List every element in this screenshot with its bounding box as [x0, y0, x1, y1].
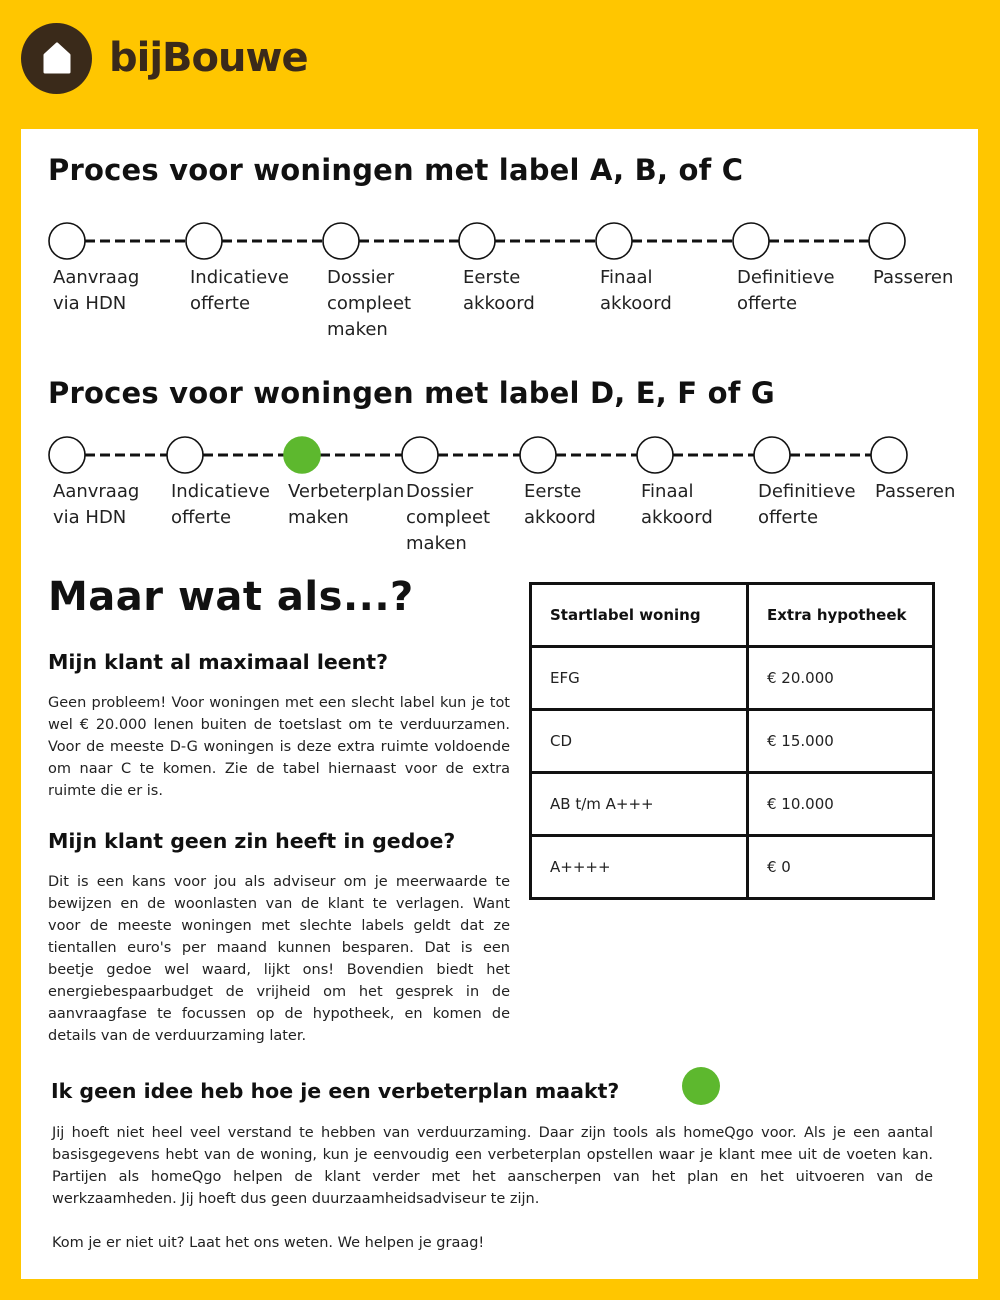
q2-heading: Mijn klant geen zin heeft in gedoe? — [48, 829, 456, 853]
q3-body: Jij hoeft niet heel veel verstand te hebben van verduurzaming. Daar zijn tools als homeQgo voor. Als je een aantal basisgegevens hebt van de woning, kun je eenvoudig een verbeterplan opstellen waar je klant mee uit de voeten kan. Partijen als homeQgo helpen de klant verder met het aanscherpen van het plan en het uitvoeren van de werkzaamheden. Jij hoeft dus geen duurzaamheidsadviseur te zijn. — [52, 1125, 933, 1207]
timeline-svg — [21, 129, 978, 477]
table-cell-label: AB t/m A+++ — [531, 773, 748, 836]
step-label: Eerste akkoord — [524, 481, 596, 528]
step-label: Indicatieve offerte — [171, 481, 270, 528]
table-cell-label: EFG — [531, 647, 748, 710]
step-label: Aanvraag via HDN — [53, 267, 140, 314]
table-cell-amount: € 20.000 — [748, 647, 934, 710]
step-circle — [754, 437, 790, 473]
table-cell-label: A++++ — [531, 836, 748, 899]
green-dot-icon — [682, 1067, 720, 1105]
step-circle-active — [284, 437, 320, 473]
extra-mortgage-table — [529, 582, 935, 900]
q3-closing: Kom je er niet uit? Laat het ons weten. We helpen je graag! — [52, 1235, 485, 1251]
table-row — [531, 773, 934, 836]
q1-heading: Mijn klant al maximaal leent? — [48, 650, 388, 674]
step-label: Finaal akkoord — [600, 267, 672, 314]
brand-header — [21, 22, 308, 94]
step-circle — [402, 437, 438, 473]
step-circle — [167, 437, 203, 473]
table-row — [531, 836, 934, 899]
step-label: Definitieve offerte — [758, 481, 856, 528]
process-defg-steps — [21, 129, 978, 569]
step-circle — [637, 437, 673, 473]
table-header-cell: Startlabel woning — [531, 584, 748, 647]
step-circle — [49, 437, 85, 473]
brand-name: bijBouwe — [109, 35, 308, 81]
step-circle — [520, 437, 556, 473]
table-row — [531, 647, 934, 710]
q2-body: Dit is een kans voor jou als adviseur om je meerwaarde te bewijzen en de woonlasten van de klant te verlagen. Want voor de meeste woningen met slechte labels geldt dat ze tientallen euro's per maand kunnen besparen. Dat is een beetje gedoe wel waard, lijkt ons! Bovendien biedt het energiebespaarbudget de vrijheid om het gesprek in de aanvraagfase te focussen op de hypotheek, en komen de details van de verduurzaming later. — [48, 874, 510, 1044]
table-cell-amount: € 10.000 — [748, 773, 934, 836]
house-logo-icon — [21, 23, 92, 94]
table-header-cell: Extra hypotheek — [748, 584, 934, 647]
q1-body: Geen probleem! Voor woningen met een slecht label kun je tot wel € 20.000 lenen buiten de toetslast om te verduurzamen. Voor de meeste D-G woningen is deze extra ruimte voldoende om naar C te komen. Zie de tabel hiernaast voor de extra ruimte die er is. — [48, 695, 510, 799]
process-abc-title: Proces voor woningen met label A, B, of C — [48, 153, 744, 187]
table-header-row — [531, 584, 934, 647]
step-label: Aanvraag via HDN — [53, 481, 140, 528]
content-card — [21, 129, 978, 1279]
what-if-title: Maar wat als...? — [48, 574, 414, 620]
step-label: Dossier compleet maken — [406, 481, 491, 554]
step-label: Passeren — [873, 267, 954, 288]
table-cell-amount: € 0 — [748, 836, 934, 899]
table-cell-label: CD — [531, 710, 748, 773]
q3-heading: Ik geen idee heb hoe je een verbeterplan maakt? — [51, 1079, 620, 1103]
process-defg-title: Proces voor woningen met label D, E, F of G — [48, 376, 775, 410]
table-cell-amount: € 15.000 — [748, 710, 934, 773]
step-label: Definitieve offerte — [737, 267, 835, 314]
step-label: Dossier compleet maken — [327, 267, 412, 340]
step-label: Passeren — [875, 481, 956, 502]
step-label: Eerste akkoord — [463, 267, 535, 314]
step-label: Verbeterplan maken — [288, 481, 405, 528]
table-row — [531, 710, 934, 773]
step-circle — [871, 437, 907, 473]
step-label: Indicatieve offerte — [190, 267, 289, 314]
step-label: Finaal akkoord — [641, 481, 713, 528]
